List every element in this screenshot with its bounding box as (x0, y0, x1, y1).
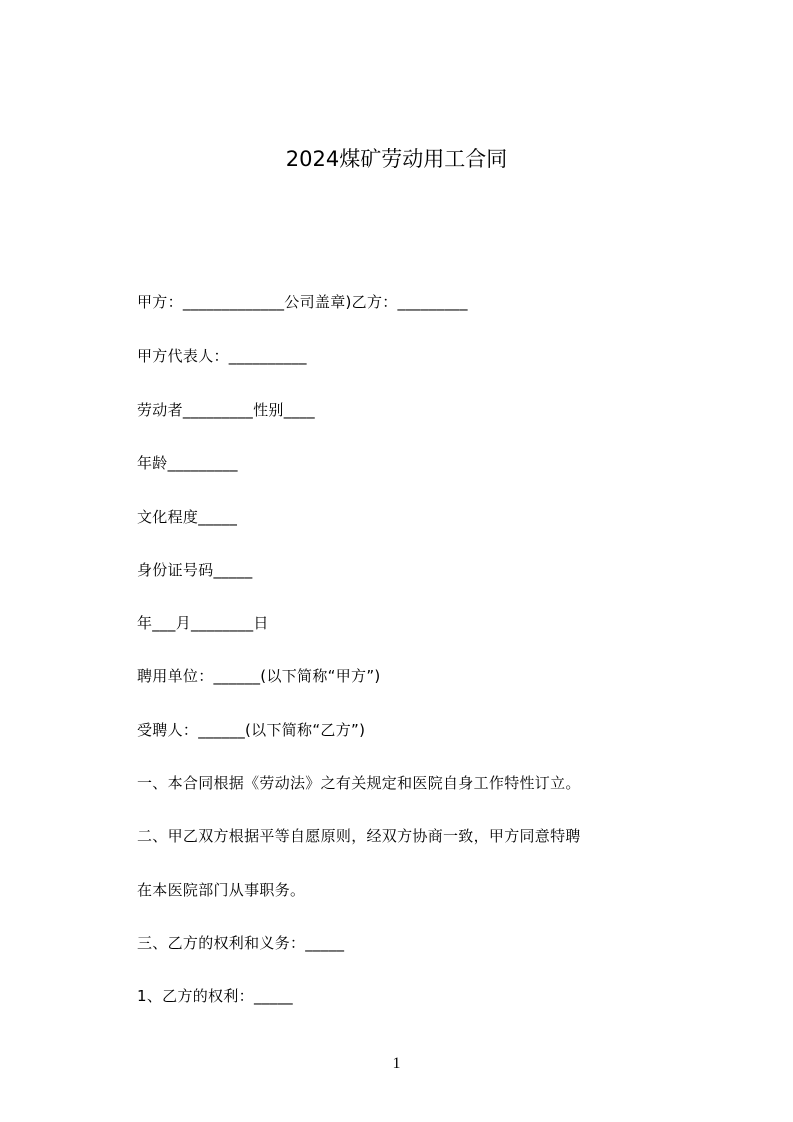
clause-2: 二、甲乙双方根据平等自愿原则，经双方协商一致，甲方同意特聘 (137, 827, 581, 845)
employer-line: 聘用单位：______(以下简称“甲方”) (137, 667, 381, 685)
clause-3: 三、乙方的权利和义务：_____ (137, 934, 345, 952)
party-a-representative-line: 甲方代表人：__________ (137, 347, 307, 365)
date-line: 年___月________日 (137, 614, 269, 632)
education-line: 文化程度_____ (137, 508, 238, 526)
age-line: 年龄_________ (137, 454, 238, 472)
worker-gender-line: 劳动者_________性别____ (137, 401, 315, 419)
party-a-line: 甲方：_____________公司盖章)乙方：_________ (137, 293, 468, 311)
document-title: 2024煤矿劳动用工合同 (285, 147, 508, 171)
employee-line: 受聘人：______(以下简称“乙方”) (137, 721, 366, 739)
clause-1: 一、本合同根据《劳动法》之有关规定和医院自身工作特性订立。 (137, 774, 581, 792)
id-number-line: 身份证号码_____ (137, 561, 253, 579)
clause-3-1: 1、乙方的权利：_____ (137, 987, 293, 1005)
page-number: 1 (392, 1055, 401, 1072)
clause-2-continued: 在本医院部门从事职务。 (137, 881, 306, 899)
